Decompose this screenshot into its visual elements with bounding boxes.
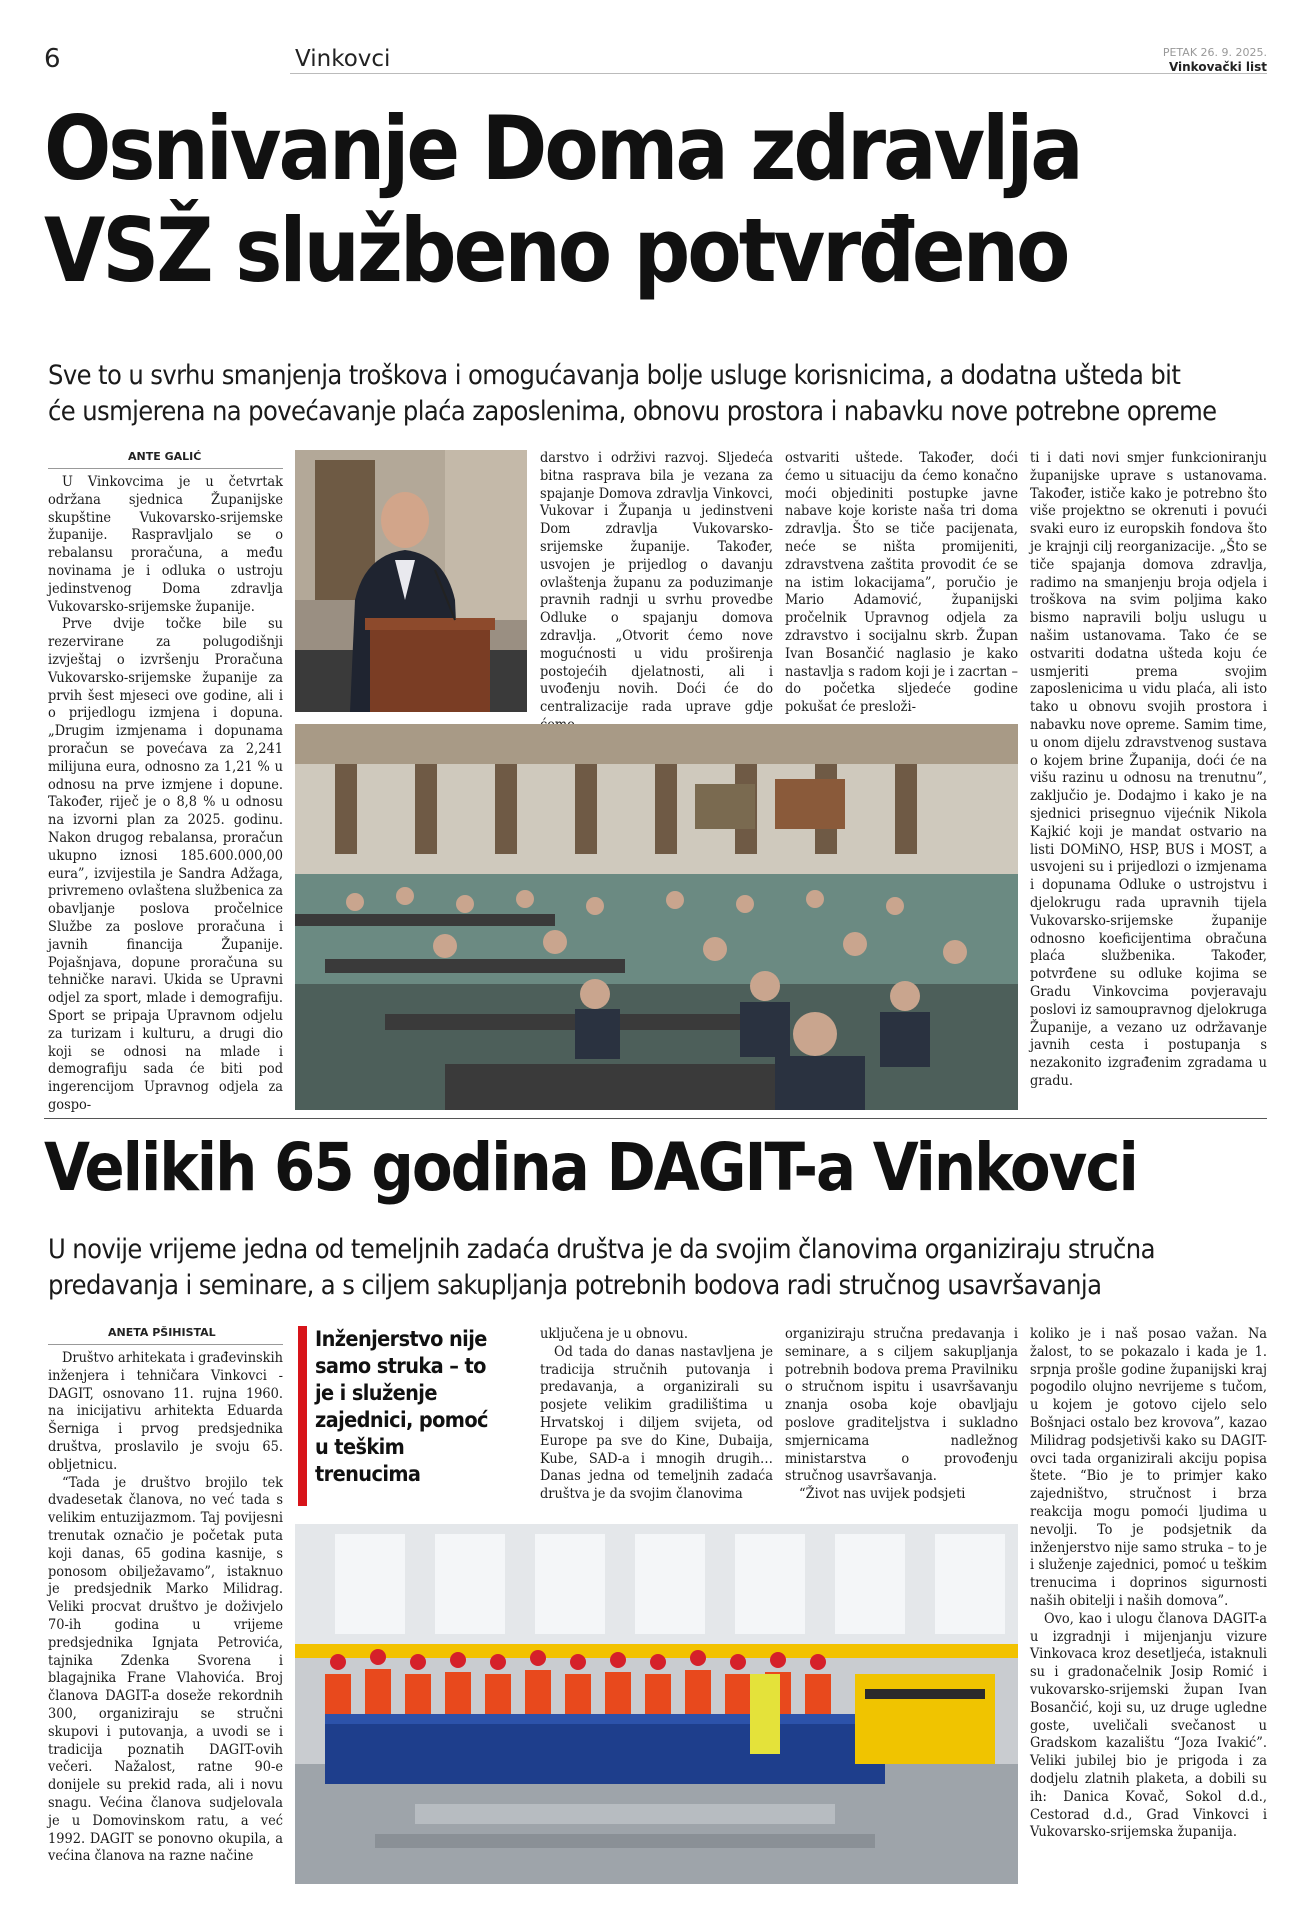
paragraph: “Tada je društvo brojilo tek dvadesetak članova, no već tada s velikim entuzijazmom. Taj povijesni trenutak označio je početak puta koji danas, 65 godina kasnije, s ponosom obilježavamo”, istaknuo je predsjednik Marko Milidrag. Veliki procvat društvo je doživjelo 70-ih godina u vrijeme predsjednika Ignjata Petrovića, tajnika Zdenka Svorena i blagajnika Frane Vlahovića. Broj članova DAGIT-a doseže rekordnih 300, organiziraju se stručni skupovi i putovanja, a uvodi se i tradicija poznatih DAGIT-ovih večeri. Nažalost, ratne 90-e donijele su prekid rada, ali i novu snagu. Većina članova sudjelovala je u Domovinskom ratu, a već 1992. DAGIT se ponovno okupila, a većina članova na razne načine xyxy=(48,1474,283,1865)
paragraph: Prve dvije točke bile su rezervirane za polugodišnji izvještaj o izvršenju Proračuna Vukovarsko-srijemske županije za prvih šest mjeseci ove godine, ali i o prijedlogu izmjena i dopuna. „Drugim izmjenama i dopunama proračun se povećava za 2,241 milijuna eura, odnosno za 1,21 % u odnosu na prve izmjene i dopune. Također, riječ je o 8,8 % u odnosu na izvorni plan za 2025. godinu. Nakon drugog rebalansa, proračun ukupno iznosi 185.600.000,00 eura”, izvijestila je Sandra Adžaga, privremeno ovlaštena službenica za obavljanje poslova pročelnice Službe za poslove proračuna i javnih financija Županije. Pojašnjava, dopune proračuna su tehničke naravi. Ukida se Upravni odjel za sport, mlade i demografiju. Sport se pripaja Upravnom odjelu za turizam i kulturu, a drugi dio koji se odnosi na mlade i demografiju sada će biti pod ingerencijom Upravnog odjela za gospo- xyxy=(48,616,283,1113)
speaker-photo xyxy=(295,450,527,712)
article1-deck xyxy=(48,358,1268,430)
factory-illustration xyxy=(295,1524,1018,1884)
paragraph: Ovo, kao i ulogu članova DAGIT-a u izgradnji i mijenjanju vizure Vinkovaca kroz desetljeća, istaknuli su i gradonačelnik Josip Romić i vukovarsko-srijemski župan Ivan Bosančić, koji su, uz druge ugledne goste, uveličali svečanost u Gradskom kazalištu “Joza Ivakić”. Veliki jubilej bio je prigoda i za dodjelu zlatnih plaketa, a dobili su ih: Danica Kovač, Sokol d.d., Cestorad d.d., Grad Vinkovci i Vukovarsko-srijemska županija. xyxy=(1030,1610,1267,1841)
section-title: Vinkovci xyxy=(295,46,391,72)
paragraph: Društvo arhitekata i građevinskih inženjera i tehničara Vinkovci - DAGIT, osnovano 11. rujna 1960. na inicijativu arhitekta Eduarda Šerniga i prvog predsjednika društva, proslavilo je svoju 65. obljetnicu. xyxy=(48,1350,283,1473)
paragraph: darstvo i održivi razvoj. Sljedeća bitna rasprava bila je vezana za spajanje Domova zdravlja Vinkovci, Vukovar i Županja u jedinstveni Dom zdravlja Vukovarsko-srijemske županije. Također, usvojen je prijedlog o davanju ovlaštenja županu za poduzimanje pravnih radnji u svrhu provedbe Odluke o spajanju domova zdravlja. „Otvorit ćemo nove mogućnosti u vidu proširenja postojećih djelatnosti, ali i uvođenju novih. Doći će do centralizacije rada uprave gdje xyxy=(540,450,773,716)
paragraph: Od tada do danas nastavljena je tradicija stručnih putovanja i predavanja, a organizirali su posjete velikim gradilištima u Hrvatskoj i diljem svijeta, od Europe pa sve do Kine, Dubaija, Kube, SAD-a i mnogih drugih… Danas jedna od temeljnih zadaća društva je da svojim članovima xyxy=(540,1343,773,1503)
article1-column-2 xyxy=(540,450,773,716)
paragraph: koliko je i naš posao važan. Na žalost, to se pokazalo i kada je 1. srpnja prošle godine županijski kraj pogodilo olujno nevrijeme s tučom, u kojem je gotovo cijelo selo Bošnjaci ostalo bez krovova”, kazao Milidrag podsjetivši kako su DAGIT-ovci tada organizirali akciju popisa štete. “Bio je to primjer kako zajedništvo, stručnost i brza reakcija mogu pomoći ljudima u nevolji. To je podsjetnik da inženjerstvo nije samo struka – to je i služenje zajednici, pomoć u teškim trenucima i doprinos sigurnosti naših obitelji i naših domova”. xyxy=(1030,1326,1267,1609)
article2-deck xyxy=(48,1232,1268,1304)
issue-date: PETAK 26. 9. 2025. xyxy=(1162,46,1267,59)
assembly-photo xyxy=(295,724,1018,1110)
paragraph: U Vinkovcima je u četvrtak održana sjednica Županijske skupštine Vukovarsko-srijemske županije. Raspravljalo se o rebalansu proračuna, a među novinama je i odluka o ustroju jedinstvenog Doma zdravlja Vukovarsko-srijemske županije. xyxy=(48,474,283,615)
article2-deck-line1: U novije vrijeme jedna od temeljnih zadaća društva je da svojim članovima organiziraju stručna xyxy=(48,1234,1155,1265)
article2-headline: Velikih 65 godina DAGIT-a Vinkovci xyxy=(44,1129,1137,1206)
paragraph: “Život nas uvijek podsjeti xyxy=(799,1486,966,1503)
pull-quote: Inženjerstvo nije samo struka – to je i služenje zajednici, pomoć u teškim trenucima xyxy=(298,1326,502,1506)
article-separator xyxy=(44,1118,1267,1119)
paragraph: ostvariti uštede. Također, doći ćemo u situaciju da ćemo konačno moći objediniti postupke javne nabave koje koriste naša tri doma zdravlja. Što se tiče pacijenata, neće se ništa promijeniti, zdravstvena zaštita provodit će se na istim lokacijama”, poručio je Mario Adamović, županijski pročelnik Upravnog odjela za zdravstvo i socijalnu skrb. Župan Ivan Bosančić naglasio je kako nastavlja s radom koji je i zacrtan – do početka sljedeće godine pokušat će presloži- xyxy=(785,450,1018,716)
paragraph: organiziraju stručna predavanja i seminare, a s ciljem sakupljanja potrebnih bodova prema Pravilniku o stručnom ispitu i usavršavanju znanja osoba koje obavljaju poslove graditeljstva i sukladno smjernicama nadležnog ministarstva o provođenju stručnog usavršavanja. xyxy=(785,1326,1018,1485)
article2-byline: ANETA PŠIHISTAL xyxy=(108,1326,216,1339)
assembly-illustration xyxy=(295,724,1018,1110)
speaker-illustration xyxy=(295,450,527,712)
factory-photo xyxy=(295,1524,1018,1884)
article1-byline: ANTE GALIĆ xyxy=(128,450,202,463)
byline-rule xyxy=(48,468,283,469)
article2-column-4 xyxy=(1030,1326,1267,1882)
page-number: 6 xyxy=(44,44,61,74)
article2-column-1 xyxy=(48,1350,283,1882)
paragraph: ti i dati novi smjer funkcioniranju županijske uprave s ustanovama. Također, ističe kako je potrebno što više projektno se okrenuti i povući svaki euro iz europskih fondova što je krajnji cilj reorganizacije. „Što se tiče spajanja domova zdravlja, radimo na smanjenju broja odjela i troškova na svim poljima kako bismo napravili bolju uslugu u našim ustanovama. Tako će se ostvariti dodatna ušteda koju će usmjeriti prema svojim zaposlenicima u vidu plaća, ali isto tako u obnovu svojih prostora i nabavku nove opreme. Samim time, u onom dijelu zdravstvenog sustava o kojem brine Županija, doći će na višu razinu u odnosu na trenutnu”, zaključio je. Dodajmo i kako je na sjednici prisegnuo vijećnik Nikola Kajkić koji je mandat ostvario na listi DOMiNO, HSP, BUS i MOST, a usvojeni su i prijedlozi o izmjenama i dopunama Odluke o ustrojstvu i djelokrugu rada upravnih tijela Vukovarsko-srijemske županije odnosno koeficijentima obračuna plaća službenika. Također, potvrđene su odluke kojima se Gradu Vinkovcima povjeravaju poslovi iz samoupravnog djelokruga Županije, a vezano uz održavanje javnih cesta i postupanja s nezakonito izgrađenim zgradama u gradu. xyxy=(1030,450,1267,1089)
article1-column-4 xyxy=(1030,450,1267,1114)
article1-headline-line2: VSŽ službeno potvrđeno xyxy=(44,199,1068,302)
article1-headline-line1: Osnivanje Doma zdravlja xyxy=(44,97,1081,200)
article1-deck-line1: Sve to u svrhu smanjenja troškova i omogućavanja bolje usluge korisnicima, a dodatna ušteda bit xyxy=(48,360,1181,391)
article2-column-3 xyxy=(785,1326,1018,1516)
header-rule xyxy=(290,73,1267,74)
article1-headline xyxy=(44,98,1284,302)
paragraph: uključena je u obnovu. xyxy=(540,1326,688,1342)
article2-column-2 xyxy=(540,1326,773,1516)
article1-column-3 xyxy=(785,450,1018,716)
article2-deck-line2: predavanja i seminare, a s ciljem sakupljanja potrebnih bodova radi stručnog usavršavanja xyxy=(48,1270,1102,1301)
newspaper-name: Vinkovački list xyxy=(1168,60,1267,74)
byline-rule xyxy=(48,1344,283,1345)
article1-column-1 xyxy=(48,474,283,1113)
article1-deck-line2: će usmjerena na povećavanje plaća zaposlenima, obnovu prostora i nabavku nove potrebne opreme xyxy=(48,396,1217,427)
